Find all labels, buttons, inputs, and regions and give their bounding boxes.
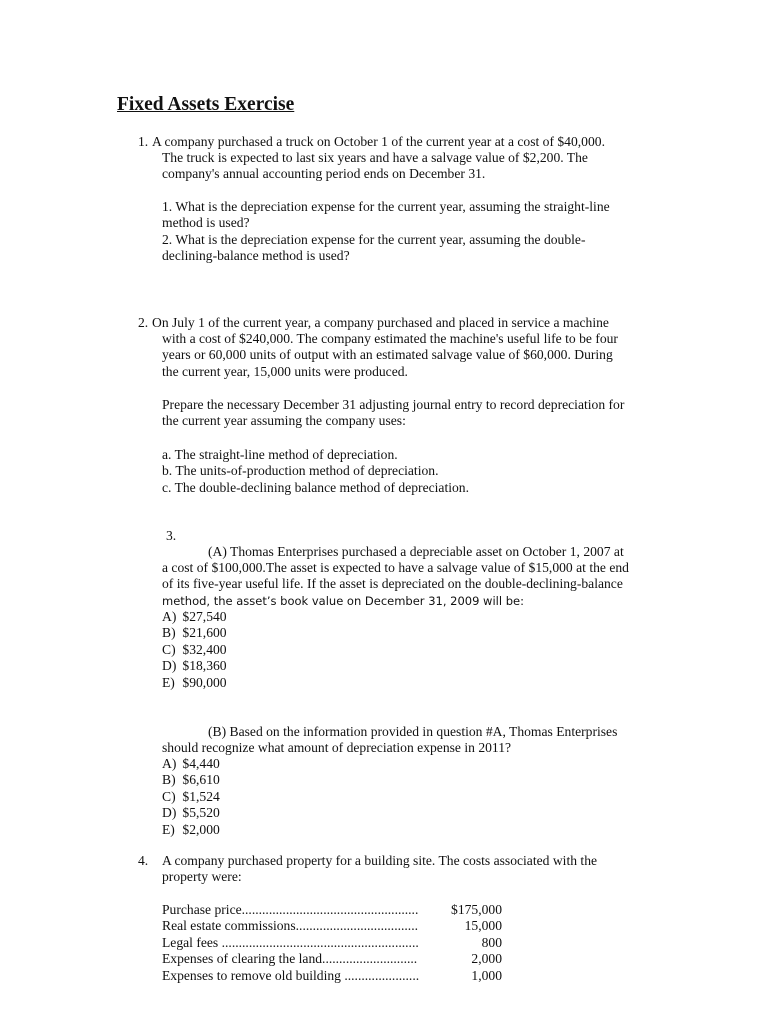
cost-row [162, 951, 502, 967]
subquestion-2-line: declining-balance method is used? [162, 248, 350, 264]
question-3b [208, 724, 708, 740]
choice-value: $6,610 [182, 772, 220, 788]
cost-row [162, 935, 502, 951]
question-3a-line: (A) Thomas Enterprises purchased a depreciable asset on October 1, 2007 at [208, 544, 624, 559]
cost-amount: $175,000 [451, 902, 502, 917]
question-3a-choices [162, 609, 662, 691]
choice-row [162, 658, 662, 674]
choice-letter: D) [162, 658, 177, 674]
cost-label: Expenses to remove old building ...................... [162, 967, 420, 983]
choice-letter: C) [162, 641, 176, 657]
choice-row [162, 642, 662, 658]
question-2-line: the current year, 15,000 units were produced. [162, 363, 408, 379]
choice-row [162, 805, 662, 821]
page-title: Fixed Assets Exercise [117, 94, 295, 115]
choice-row [162, 625, 662, 641]
choice-letter: B) [162, 625, 176, 641]
choice-value: $18,360 [182, 658, 227, 674]
choice-value: $32,400 [182, 641, 227, 657]
choice-letter: B) [162, 772, 176, 788]
question-4-line: A company purchased property for a building site. The costs associated with the [162, 853, 598, 868]
question-2-options [162, 447, 662, 496]
question-2-line: with a cost of $240,000. The company estimated the machine's useful life to be four [162, 331, 618, 346]
choice-letter: E) [162, 674, 175, 690]
option-c: c. The double-declining balance method of depreciation. [162, 479, 470, 495]
option-b: b. The units-of-production method of depreciation. [162, 463, 439, 479]
question-2-prompt-line: Prepare the necessary December 31 adjusting journal entry to record depreciation for [162, 397, 625, 412]
question-1-subquestions [162, 199, 662, 265]
cost-row [162, 902, 502, 918]
choice-row [162, 772, 662, 788]
question-3b-cont [162, 740, 662, 756]
question-1-line: A company purchased a truck on October 1 of the current year at a cost of $40,000. [152, 134, 605, 149]
question-2-number: 2. [138, 315, 149, 330]
cost-amount: 1,000 [471, 967, 502, 983]
question-2-line: On July 1 of the current year, a company purchased and placed in service a machine [152, 315, 609, 330]
choice-letter: C) [162, 788, 176, 804]
choice-value: $21,600 [182, 625, 227, 641]
question-2-cont [162, 331, 662, 380]
cost-label: Real estate commissions.................................... [162, 918, 418, 934]
question-1 [152, 134, 652, 150]
cost-table [162, 902, 502, 984]
cost-amount: 2,000 [471, 951, 502, 967]
question-4-number: 4. [138, 853, 149, 868]
cost-label: Legal fees .......................................................... [162, 934, 419, 950]
choice-value: $1,524 [182, 788, 220, 804]
choice-letter: E) [162, 821, 175, 837]
question-3a-cont [162, 560, 662, 609]
question-2-prompt-line: the current year assuming the company uses: [162, 413, 406, 429]
choice-row [162, 822, 662, 838]
cost-row [162, 968, 502, 984]
question-4-line: property were: [162, 869, 242, 885]
question-3-number: 3. [166, 528, 177, 543]
choice-letter: D) [162, 805, 177, 821]
option-a: a. The straight-line method of depreciation. [162, 447, 398, 462]
choice-value: $27,540 [182, 609, 227, 624]
choice-row [162, 756, 662, 772]
choice-row [162, 675, 662, 691]
question-3b-choices [162, 756, 662, 838]
choice-letter: A) [162, 609, 177, 624]
cost-amount: 15,000 [464, 918, 502, 934]
question-2 [152, 315, 652, 331]
cost-label: Expenses of clearing the land............................ [162, 951, 418, 967]
cost-row [162, 918, 502, 934]
question-3a [208, 544, 708, 560]
question-3a-line: of its five-year useful life. If the asset is depreciated on the double-declining-balance [162, 576, 623, 592]
choice-row [162, 789, 662, 805]
question-2-prompt [162, 397, 662, 430]
question-2-line: years or 60,000 units of output with an estimated salvage value of $60,000. During [162, 347, 613, 363]
question-3b-line: (B) Based on the information provided in question #A, Thomas Enterprises [208, 724, 618, 739]
choice-value: $5,520 [182, 805, 220, 821]
choice-value: $4,440 [182, 756, 220, 771]
subquestion-2-line: 2. What is the depreciation expense for the current year, assuming the double- [162, 231, 586, 247]
question-1-line: The truck is expected to last six years and have a salvage value of $2,200. The [162, 150, 588, 165]
question-3b-line: should recognize what amount of depreciation expense in 2011? [162, 740, 512, 755]
question-3a-line: a cost of $100,000.The asset is expected to have a salvage value of $15,000 at the end [162, 560, 629, 575]
cost-label: Purchase price.................................................... [162, 902, 419, 917]
choice-value: $2,000 [182, 821, 220, 837]
subquestion-1-line: method is used? [162, 215, 250, 231]
choice-row [162, 609, 662, 625]
question-3a-line: method, the asset’s book value on December 31, 2009 will be: [162, 593, 524, 608]
question-4 [162, 853, 662, 886]
question-1-number: 1. [138, 134, 149, 149]
subquestion-1-line: 1. What is the depreciation expense for the current year, assuming the straight-line [162, 199, 610, 214]
choice-value: $90,000 [182, 674, 227, 690]
question-1-cont [162, 150, 662, 183]
question-1-line: company's annual accounting period ends on December 31. [162, 166, 486, 182]
choice-letter: A) [162, 756, 177, 771]
cost-amount: 800 [481, 934, 502, 950]
